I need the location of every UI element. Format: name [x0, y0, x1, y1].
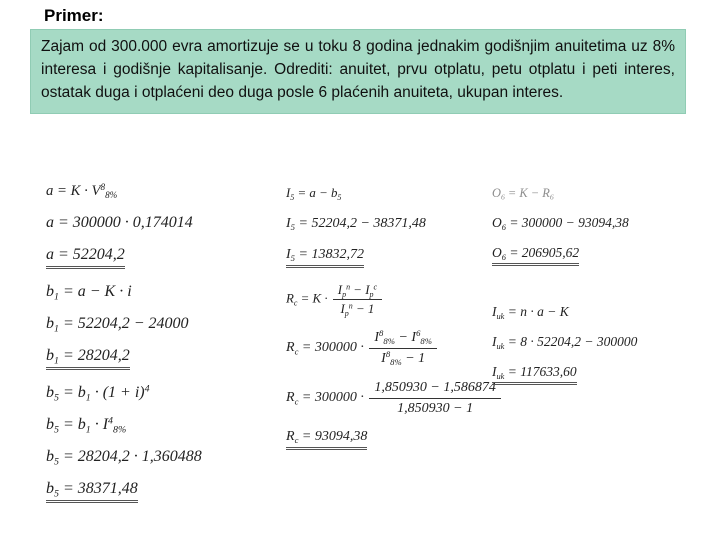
equations-right-column: [492, 186, 637, 423]
equations-left-column: [46, 183, 202, 517]
equation-line: [46, 283, 202, 303]
equation-line: [286, 429, 503, 450]
equation-text: $a = K \cdot V^8_{8\%}$: [46, 181, 118, 201]
equation-text: $I_5 = 13832,72$: [286, 247, 364, 268]
equation-text: $R_c = 300000$ · $\frac{I^8_{8\%} - I^6_{8\%}}{I^8_{8\%} - 1}$: [286, 329, 439, 369]
equation-text: $b_5 = b_1 \cdot I^4_{8\%}$: [46, 415, 127, 436]
equation-text: $O_6 = 300000 - 93094,38$: [492, 215, 629, 232]
equation-text: $b_5 = 38371,48$: [46, 480, 138, 503]
equation-group: [46, 384, 202, 503]
equation-group: [286, 282, 503, 450]
equation-text: $R_c = K$ · $\frac{I_p^n - I_p^c}{I_p^n - 1}$: [286, 282, 384, 319]
equations-middle-column: [286, 186, 503, 464]
equation-text: $I_{uk} = n \cdot a - K$: [492, 304, 569, 321]
equation-line: [286, 282, 503, 319]
equation-group: [46, 283, 202, 370]
equation-text: $I_5 = a - b_5$: [286, 186, 342, 202]
equation-text: $R_c = 93094,38$: [286, 429, 367, 450]
equation-line: [492, 304, 637, 322]
equation-group: [46, 183, 202, 269]
equation-line: [492, 215, 637, 233]
equation-line: [286, 329, 503, 369]
equation-text: $O_6 = K - R_6$: [492, 186, 554, 202]
equation-line: [492, 364, 637, 385]
equation-line: [46, 214, 202, 234]
equation-line: [492, 245, 637, 266]
equation-text: a = 52204,2: [46, 246, 125, 269]
equation-text: $R_c = 300000$ · $\frac{1,850930 - 1,586874}{1,850930 - 1}$: [286, 379, 503, 419]
equation-line: [46, 416, 202, 436]
equation-text: $b_5 = b_1 \cdot (1 + i)^4$: [46, 383, 150, 404]
equation-text: a = 300000 · 0,174014: [46, 214, 193, 231]
equation-text: $I_{uk} = 117633,60$: [492, 364, 577, 385]
equation-line: [492, 186, 637, 203]
equation-line: [46, 448, 202, 468]
equation-line: [46, 347, 202, 370]
equation-text: $b_1 = a - K \cdot i$: [46, 283, 132, 303]
equation-line: [492, 334, 637, 352]
equation-line: [46, 384, 202, 404]
equation-line: [46, 183, 202, 202]
equation-text: $O_6 = 206905,62$: [492, 245, 579, 266]
equation-group: [286, 186, 503, 268]
page-title: Primer:: [44, 6, 104, 25]
equation-text: $I_{uk} = 8 \cdot 52204,2 - 300000$: [492, 334, 638, 351]
equation-line: [286, 186, 503, 203]
equation-line: [286, 379, 503, 419]
equation-group: [492, 186, 637, 266]
equation-text: $b_5 = 28204,2 \cdot 1,360488$: [46, 448, 202, 468]
equation-text: $b_1 = 28204,2$: [46, 347, 130, 370]
equation-line: [286, 216, 503, 234]
equation-text: $b_1 = 52204,2 - 24000$: [46, 315, 189, 335]
equation-line: [46, 315, 202, 335]
equation-text: $I_5 = 52204,2 - 38371,48$: [286, 216, 426, 233]
problem-box: [30, 29, 686, 114]
equation-group: [492, 304, 637, 385]
equation-line: [286, 247, 503, 268]
equation-line: [46, 246, 202, 269]
problem-text: Zajam od 300.000 evra amortizuje se u toku 8 godina jednakim godišnjim anuitetima uz 8% interesa i godišnje kapitalisanje. Odrediti: anuitet, prvu otplatu, petu otplatu i peti interes, ostatak duga i otplaćeni deo duga posle 6 plaćenih anuiteta, ukupan interes.: [41, 38, 675, 101]
equation-line: [46, 480, 202, 503]
